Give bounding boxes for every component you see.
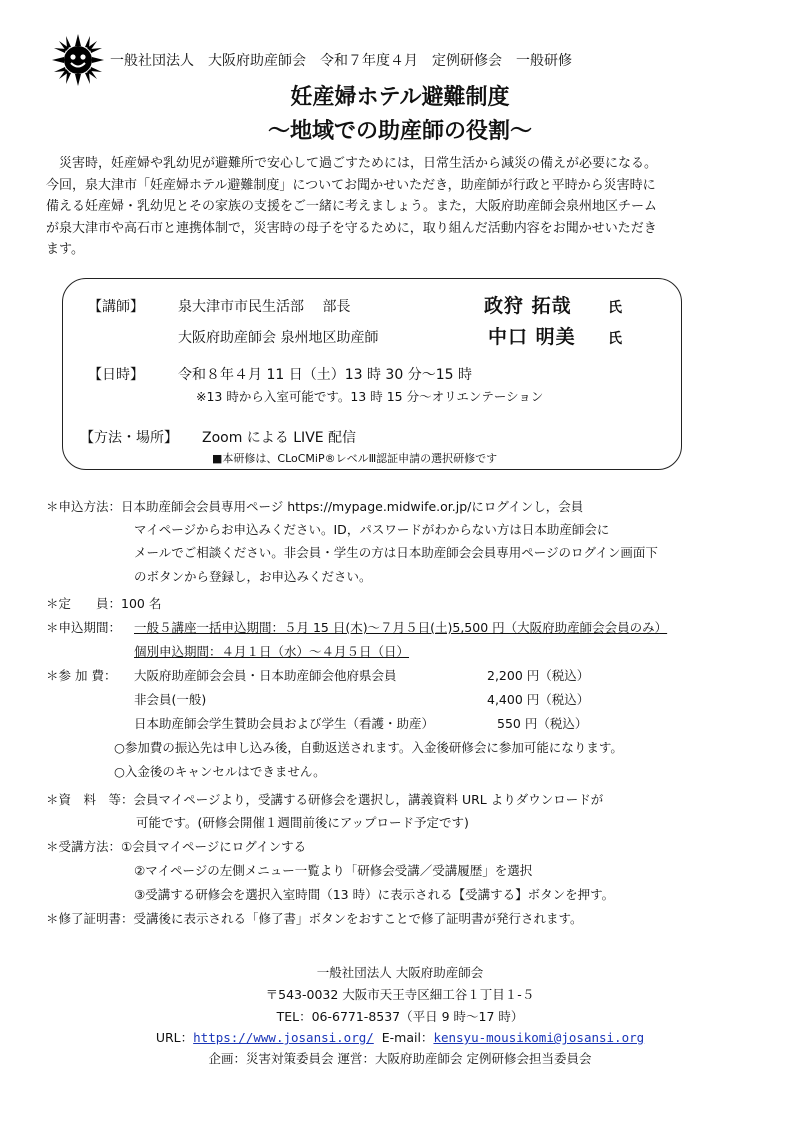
datetime-label: 【日時】 bbox=[88, 367, 144, 383]
datetime-note: ※13 時から入室可能です。13 時 15 分～オリエンテーション bbox=[196, 389, 544, 404]
lecturer2-affiliation: 大阪府助産師会 泉州地区助産師 bbox=[178, 330, 379, 346]
method-value: Zoom による LIVE 配信 bbox=[202, 430, 357, 446]
period-bulk: 一般５講座一括申込期間：５月 15 日(木)～７月５日(土)5,500 円（大阪府助産師会会員のみ） bbox=[134, 620, 668, 635]
fee-item: 日本助産師会学生賛助会員および学生（看護・助産） bbox=[134, 716, 435, 731]
fee-note: ○参加費の振込先は申し込み後，自動返送されます。入金後研修会に参加可能になります。 bbox=[114, 740, 623, 755]
lecturer1-name: 政狩 拓哉 bbox=[484, 295, 572, 317]
capacity-line: ＊定 員：100 名 bbox=[46, 596, 162, 611]
lecturer2-name: 中口 明美 bbox=[488, 326, 576, 348]
fee-item: 非会員(一般) bbox=[134, 692, 207, 707]
lecturer1-affiliation: 泉大津市市民生活部 部長 bbox=[178, 299, 351, 315]
attend-step: ②マイページの左側メニュー一覧より「研修会受講／受講履歴」を選択 bbox=[134, 863, 533, 878]
intro-line: 備える妊産婦・乳幼児とその家族の支援をご一緒に考えましょう。また，大阪府助産師会泉州地区チーム bbox=[46, 199, 658, 214]
attend-step: ③受講する研修会を選択入室時間（13 時）に表示される【受講する】ボタンを押す。 bbox=[134, 887, 615, 902]
fee-price: 4,400 円（税込） bbox=[487, 692, 590, 707]
url-label: URL： bbox=[155, 1030, 194, 1045]
lecturer2-honorific: 氏 bbox=[608, 331, 622, 347]
apply-method-line: ＊申込方法：日本助産師会会員専用ページ https://mypage.midwife.or.jp/にログインし，会員 bbox=[46, 499, 584, 514]
materials-line: ＊資 料 等：会員マイページより，受講する研修会を選択し，講義資料 URL よりダウンロードが bbox=[46, 792, 604, 807]
fee-price: 550 円（税込） bbox=[497, 716, 588, 731]
footer-address: 〒543-0032 大阪市天王寺区細工谷１丁目１-５ bbox=[265, 987, 535, 1002]
apply-method-line: マイページからお申込みください。ID，パスワードがわからない方は日本助産師会に bbox=[134, 522, 610, 537]
fee-note: ○入金後のキャンセルはできません。 bbox=[114, 764, 326, 779]
footer-tel: TEL：06-6771-8537（平日 9 時～17 時） bbox=[276, 1009, 524, 1024]
footer-planning: 企画：災害対策委員会 運営：大阪府助産師会 定例研修会担当委員会 bbox=[208, 1051, 592, 1066]
period-label: ＊申込期間： bbox=[46, 620, 122, 635]
certificate-line: ＊修了証明書：受講後に表示される「修了書」ボタンをおすことで修了証明書が発行されます。 bbox=[46, 911, 583, 926]
period-individual: 個別申込期間：４月１日（水）～４月５日（日） bbox=[134, 644, 410, 659]
footer-org: 一般社団法人 大阪府助産師会 bbox=[316, 965, 484, 980]
method-label: 【方法・場所】 bbox=[80, 430, 178, 446]
header-line: 一般社団法人 大阪府助産師会 令和７年度４月 定例研修会 一般研修 bbox=[110, 53, 572, 69]
datetime-value: 令和８年４月 11 日（土）13 時 30 分～15 時 bbox=[178, 367, 472, 383]
apply-method-line: のボタンから登録し，お申込みください。 bbox=[134, 569, 372, 584]
intro-paragraph bbox=[46, 153, 758, 261]
sun-logo-icon bbox=[52, 34, 104, 86]
intro-line: 災害時，妊産婦や乳幼児が避難所で安心して過ごすためには，日常生活から減災の備えが必要になる。 bbox=[59, 156, 658, 171]
intro-line: 今回，泉大津市「妊産婦ホテル避難制度」についてお聞かせいただき，助産師が行政と平時から災害時に bbox=[46, 177, 656, 193]
email-label: E-mail： bbox=[381, 1030, 434, 1045]
fee-item: 大阪府助産師会会員・日本助産師会他府県会員 bbox=[134, 668, 397, 683]
intro-line: が泉大津市や高石市と連携体制で，災害時の母子を守るために，取り組んだ活動内容をお聞かせいただき bbox=[46, 220, 657, 236]
email-link[interactable]: kensyu-mousikomi@josansi.org bbox=[433, 1030, 645, 1045]
website-link[interactable]: https://www.josansi.org/ bbox=[193, 1030, 374, 1045]
method-note: ■本研修は、CLoCMiP®レベルⅢ認証申請の選択研修です bbox=[212, 452, 498, 465]
intro-line: ます。 bbox=[46, 242, 84, 257]
main-title: 妊産婦ホテル避難制度 bbox=[290, 85, 510, 110]
attend-step: ＊受講方法：①会員マイページにログインする bbox=[46, 839, 307, 854]
subtitle: ～地域での助産師の役割～ bbox=[267, 119, 532, 144]
fee-label: ＊参 加 費： bbox=[46, 668, 117, 683]
materials-line: 可能です。(研修会開催１週間前後にアップロード予定です) bbox=[136, 815, 469, 830]
footer-contact-line bbox=[0, 1028, 800, 1046]
fee-price: 2,200 円（税込） bbox=[487, 668, 590, 683]
lecturer1-honorific: 氏 bbox=[608, 300, 622, 316]
lecturer-label: 【講師】 bbox=[88, 299, 144, 315]
apply-method-line: メールでご相談ください。非会員・学生の方は日本助産師会会員専用ページのログイン画面下 bbox=[134, 545, 658, 560]
